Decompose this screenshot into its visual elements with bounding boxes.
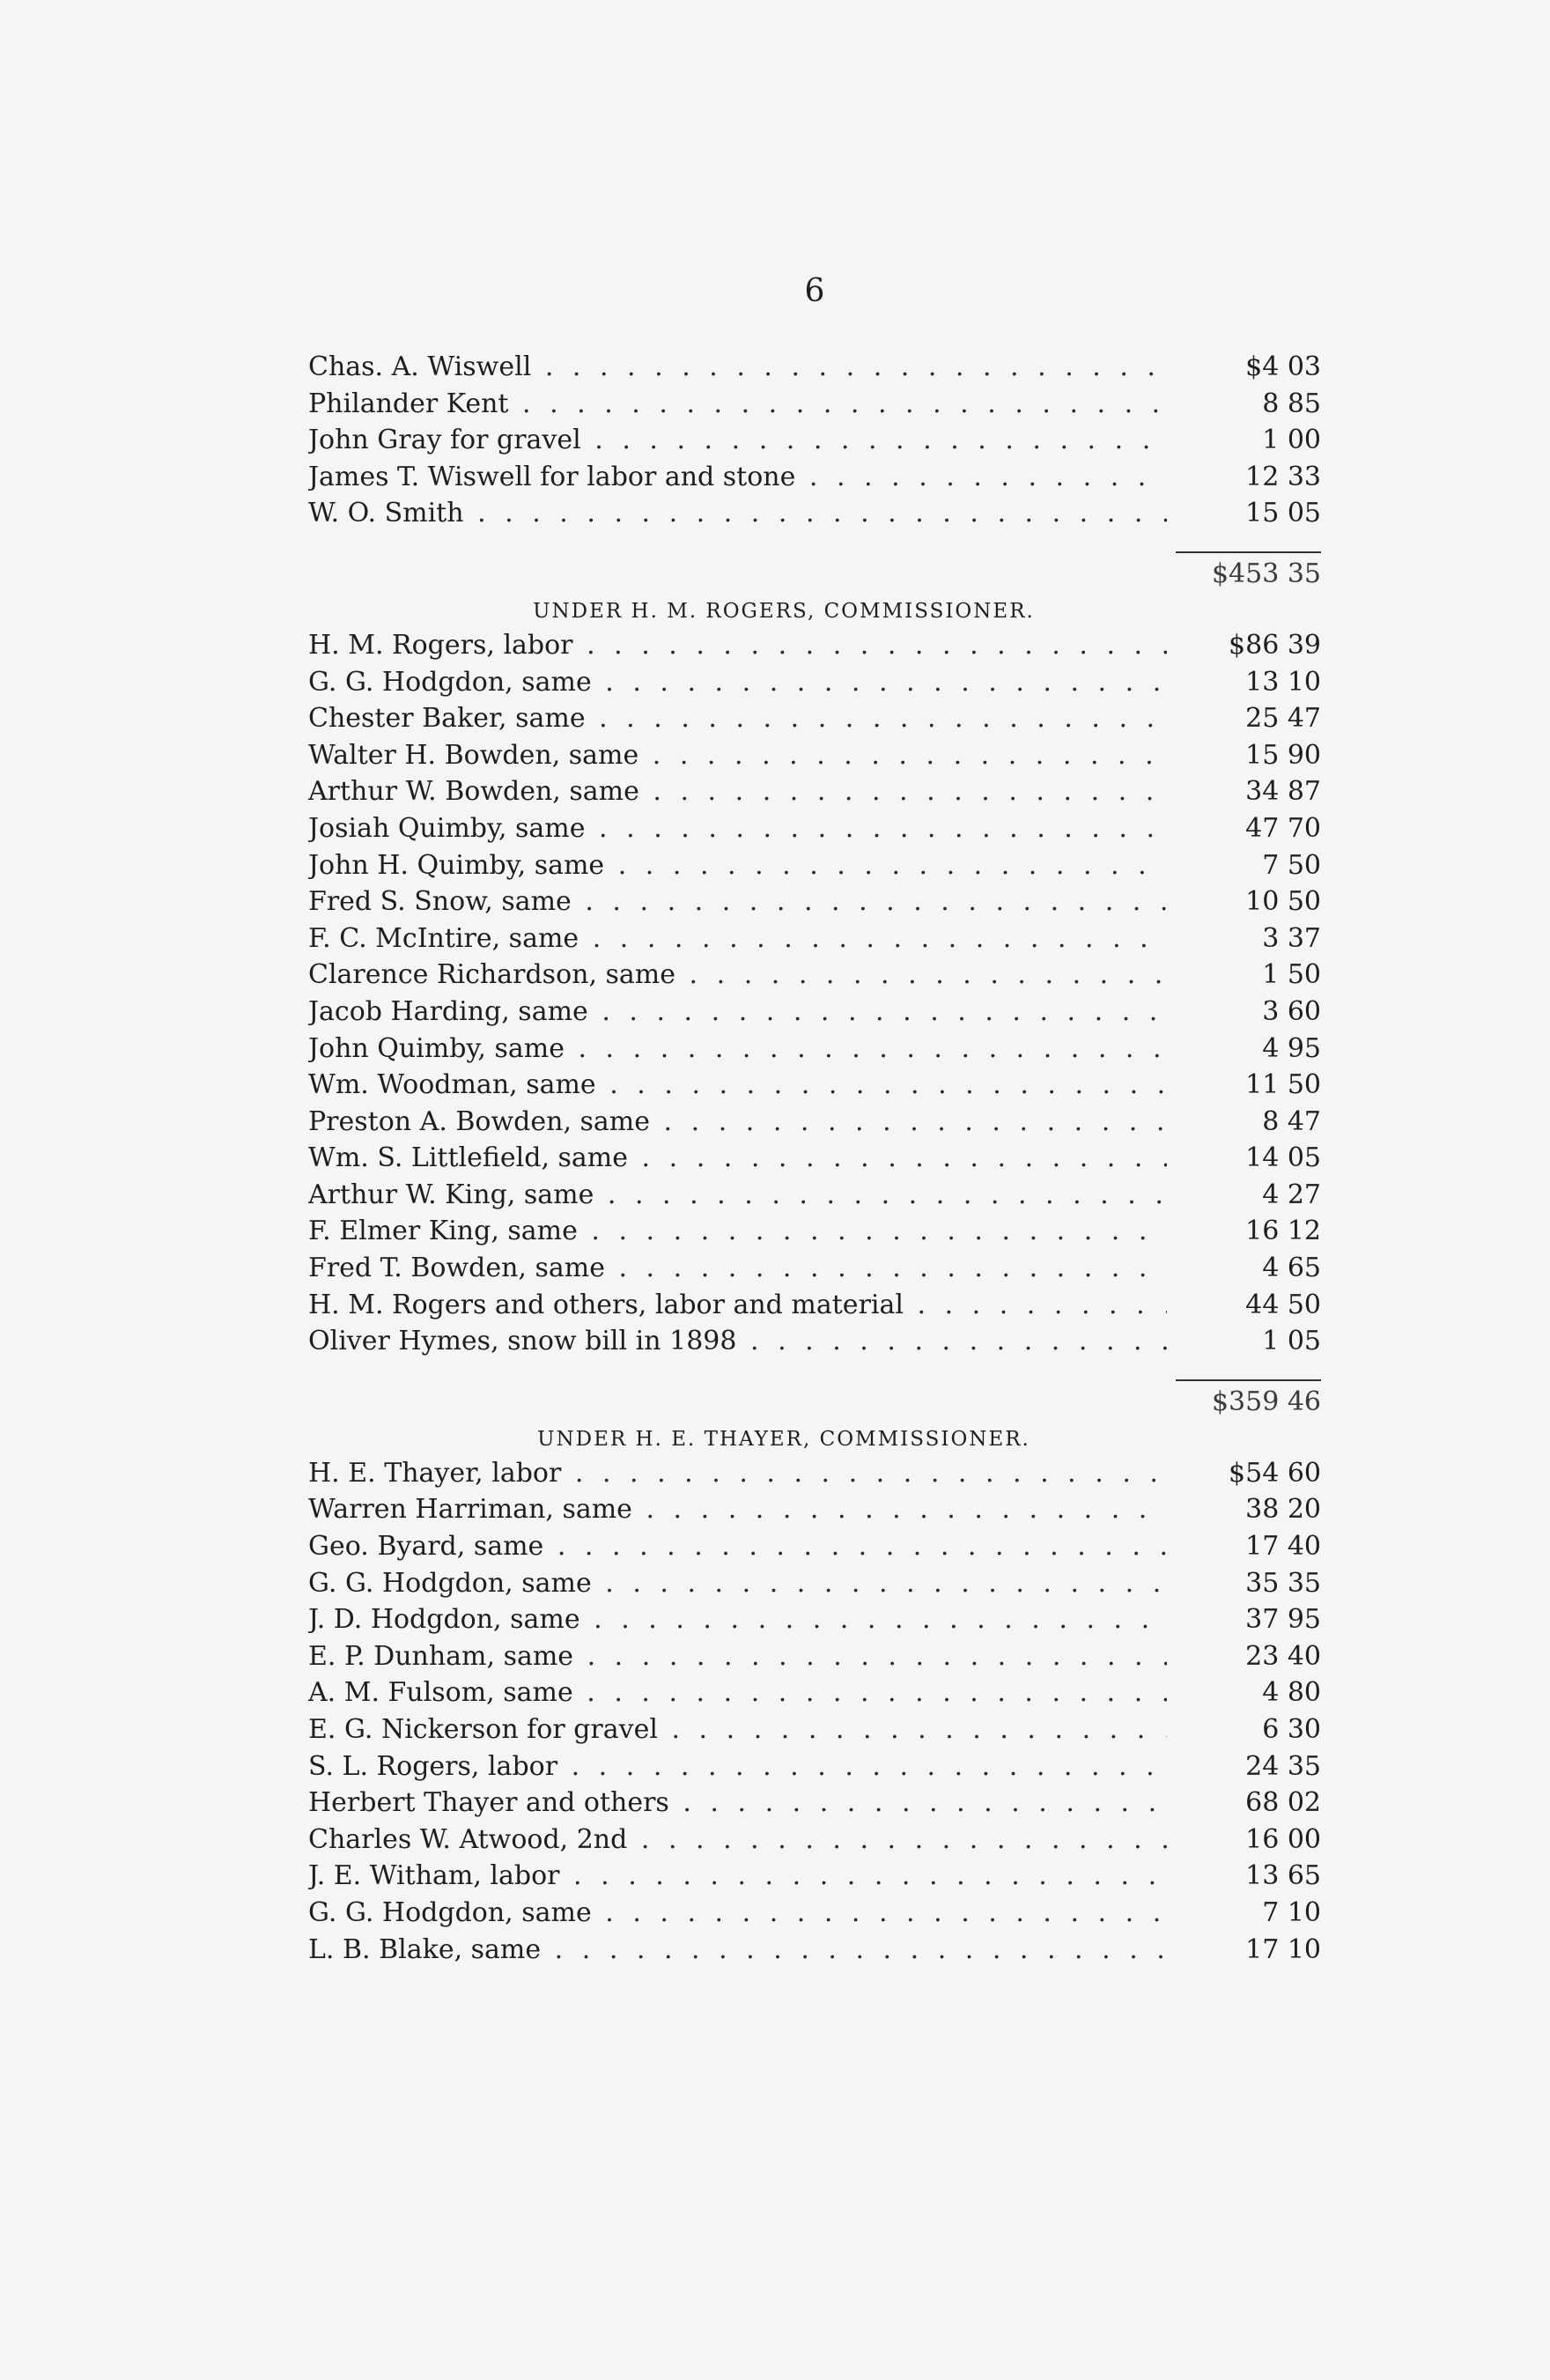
ledger-row — [308, 1674, 1321, 1711]
payment-amount: 25 47 — [1245, 703, 1321, 735]
payment-amount: 1 00 — [1262, 425, 1321, 456]
ledger-row — [308, 627, 1321, 664]
ledger-row — [308, 1287, 1321, 1324]
payment-amount: 7 50 — [1262, 849, 1321, 881]
payee-name: Fred T. Bowden, same . . . — [308, 1250, 1167, 1287]
payee-name: James T. Wiswell for labor and stone . . . — [308, 459, 1167, 496]
payee-name: Fred S. Snow, same . . . — [308, 883, 1167, 920]
payment-amount: 16 00 — [1245, 1823, 1321, 1855]
ledger-row — [308, 957, 1321, 994]
ledger-row — [308, 1455, 1321, 1492]
payee-name: Geo. Byard, same . . . — [308, 1528, 1167, 1565]
ledger-row — [308, 883, 1321, 920]
payment-amount: 4 27 — [1262, 1179, 1321, 1210]
ledger-row — [308, 1067, 1321, 1104]
ledger — [308, 349, 1321, 1968]
payment-amount: 8 47 — [1262, 1105, 1321, 1137]
ledger-row — [308, 1638, 1321, 1675]
payment-amount: 8 85 — [1262, 388, 1321, 419]
payment-amount: 47 70 — [1245, 812, 1321, 844]
payment-amount: 1 05 — [1262, 1326, 1321, 1357]
payee-name: A. M. Fulsom, same . . . — [308, 1674, 1167, 1711]
ledger-section-rogers — [308, 592, 1321, 1420]
payment-amount: 13 10 — [1245, 666, 1321, 698]
page-number: 6 — [804, 273, 825, 309]
ledger-row — [308, 1895, 1321, 1932]
payment-amount: 11 50 — [1245, 1069, 1321, 1101]
payee-name: J. D. Hodgdon, same . . . — [308, 1601, 1167, 1638]
payee-name: Herbert Thayer and others . . . — [308, 1785, 1167, 1822]
payee-name: Josiah Quimby, same . . . — [308, 810, 1167, 847]
ledger-row — [308, 386, 1321, 423]
ledger-row — [308, 737, 1321, 774]
payee-name: Charles W. Atwood, 2nd . . . — [308, 1822, 1167, 1859]
ledger-row — [308, 1601, 1321, 1638]
payment-amount: 15 90 — [1245, 739, 1321, 771]
payee-name: Arthur W. Bowden, same . . . — [308, 773, 1167, 810]
ledger-row — [308, 1748, 1321, 1785]
payment-amount: 3 37 — [1262, 922, 1321, 954]
payment-amount: 37 95 — [1245, 1604, 1321, 1636]
payment-amount: 38 20 — [1245, 1494, 1321, 1526]
payee-name: Philander Kent . . . — [308, 386, 1167, 423]
payment-amount: 12 33 — [1245, 461, 1321, 492]
payee-name: H. M. Rogers, labor . . . — [308, 627, 1167, 664]
payee-name: John H. Quimby, same . . . — [308, 847, 1167, 884]
payment-amount: $86 39 — [1229, 629, 1321, 661]
payee-name: Warren Harriman, same . . . — [308, 1491, 1167, 1528]
ledger-row — [308, 1785, 1321, 1822]
payment-amount: 24 35 — [1245, 1750, 1321, 1782]
payee-name: Oliver Hymes, snow bill in 1898 . . . — [308, 1323, 1167, 1360]
ledger-row — [308, 920, 1321, 957]
payee-name: H. E. Thayer, labor . . . — [308, 1455, 1167, 1492]
payee-name: Walter H. Bowden, same . . . — [308, 737, 1167, 774]
payment-amount: 4 80 — [1262, 1677, 1321, 1709]
payee-name: Jacob Harding, same . . . — [308, 994, 1167, 1031]
payment-amount: 6 30 — [1262, 1714, 1321, 1745]
payment-amount: 16 12 — [1245, 1216, 1321, 1247]
ledger-row — [308, 1031, 1321, 1068]
payee-name: S. L. Rogers, labor . . . — [308, 1748, 1167, 1785]
payment-amount: 15 05 — [1245, 498, 1321, 529]
ledger-row — [308, 847, 1321, 884]
ledger-row — [308, 1491, 1321, 1528]
payee-name: H. M. Rogers and others, labor and material . . . — [308, 1287, 1167, 1324]
payment-amount: 10 50 — [1245, 886, 1321, 918]
payment-amount: 1 50 — [1262, 959, 1321, 991]
section-total-row — [308, 1385, 1321, 1420]
ledger-row — [308, 1528, 1321, 1565]
payee-name: Chas. A. Wiswell . . . — [308, 349, 1167, 386]
section-heading: UNDER H. E. THAYER, COMMISSIONER. — [537, 1427, 1030, 1451]
ledger-row — [308, 1177, 1321, 1214]
payee-name: G. G. Hodgdon, same . . . — [308, 664, 1167, 701]
ledger-row — [308, 664, 1321, 701]
payment-amount: 13 65 — [1245, 1860, 1321, 1892]
payment-amount: $4 03 — [1245, 351, 1321, 382]
payee-name: F. C. McIntire, same . . . — [308, 920, 1167, 957]
ledger-section-intro — [308, 349, 1321, 592]
section-heading: UNDER H. M. ROGERS, COMMISSIONER. — [533, 599, 1035, 623]
payment-amount: $54 60 — [1229, 1457, 1321, 1489]
payment-amount: 44 50 — [1245, 1289, 1321, 1320]
ledger-row — [308, 1213, 1321, 1250]
payee-name: Chester Baker, same . . . — [308, 700, 1167, 737]
payee-name: E. P. Dunham, same . . . — [308, 1638, 1167, 1675]
payment-amount: 23 40 — [1245, 1640, 1321, 1672]
payee-name: John Gray for gravel . . . — [308, 422, 1167, 459]
payee-name: L. B. Blake, same . . . — [308, 1932, 1167, 1969]
ledger-row — [308, 1323, 1321, 1360]
payee-name: John Quimby, same . . . — [308, 1031, 1167, 1068]
payee-name: Wm. S. Littlefield, same . . . — [308, 1140, 1167, 1177]
payment-amount: 14 05 — [1245, 1142, 1321, 1174]
section-total: $359 46 — [1211, 1386, 1321, 1417]
ledger-row — [308, 1822, 1321, 1859]
ledger-row — [308, 1711, 1321, 1748]
ledger-row — [308, 700, 1321, 737]
payee-name: Wm. Woodman, same . . . — [308, 1067, 1167, 1104]
ledger-row — [308, 773, 1321, 810]
ledger-row — [308, 349, 1321, 386]
payment-amount: 34 87 — [1245, 776, 1321, 808]
ledger-row — [308, 1565, 1321, 1602]
payee-name: Preston A. Bowden, same . . . — [308, 1104, 1167, 1141]
ledger-row — [308, 1858, 1321, 1895]
ledger-row — [308, 422, 1321, 459]
total-rule — [308, 1360, 1321, 1385]
payee-name: J. E. Witham, labor . . . — [308, 1858, 1167, 1895]
ledger-row — [308, 459, 1321, 496]
ledger-row — [308, 1104, 1321, 1141]
section-total-row — [308, 557, 1321, 592]
payee-name: W. O. Smith . . . — [308, 495, 1167, 532]
payee-name: Arthur W. King, same . . . — [308, 1177, 1167, 1214]
payment-amount: 7 10 — [1262, 1896, 1321, 1928]
payee-name: G. G. Hodgdon, same . . . — [308, 1565, 1167, 1602]
ledger-row — [308, 810, 1321, 847]
payment-amount: 68 02 — [1245, 1787, 1321, 1819]
payment-amount: 3 60 — [1262, 995, 1321, 1027]
ledger-row — [308, 1140, 1321, 1177]
ledger-section-thayer — [308, 1420, 1321, 1968]
total-rule — [308, 532, 1321, 557]
payment-amount: 35 35 — [1245, 1567, 1321, 1599]
section-total: $453 35 — [1211, 558, 1321, 589]
ledger-row — [308, 1932, 1321, 1969]
payee-name: F. Elmer King, same . . . — [308, 1213, 1167, 1250]
payment-amount: 4 95 — [1262, 1032, 1321, 1064]
payee-name: G. G. Hodgdon, same . . . — [308, 1895, 1167, 1932]
ledger-row — [308, 1250, 1321, 1287]
ledger-row — [308, 495, 1321, 532]
payment-amount: 17 10 — [1245, 1933, 1321, 1965]
ledger-row — [308, 994, 1321, 1031]
payee-name: Clarence Richardson, same . . . — [308, 957, 1167, 994]
payee-name: E. G. Nickerson for gravel . . . — [308, 1711, 1167, 1748]
payment-amount: 17 40 — [1245, 1531, 1321, 1563]
payment-amount: 4 65 — [1262, 1253, 1321, 1284]
